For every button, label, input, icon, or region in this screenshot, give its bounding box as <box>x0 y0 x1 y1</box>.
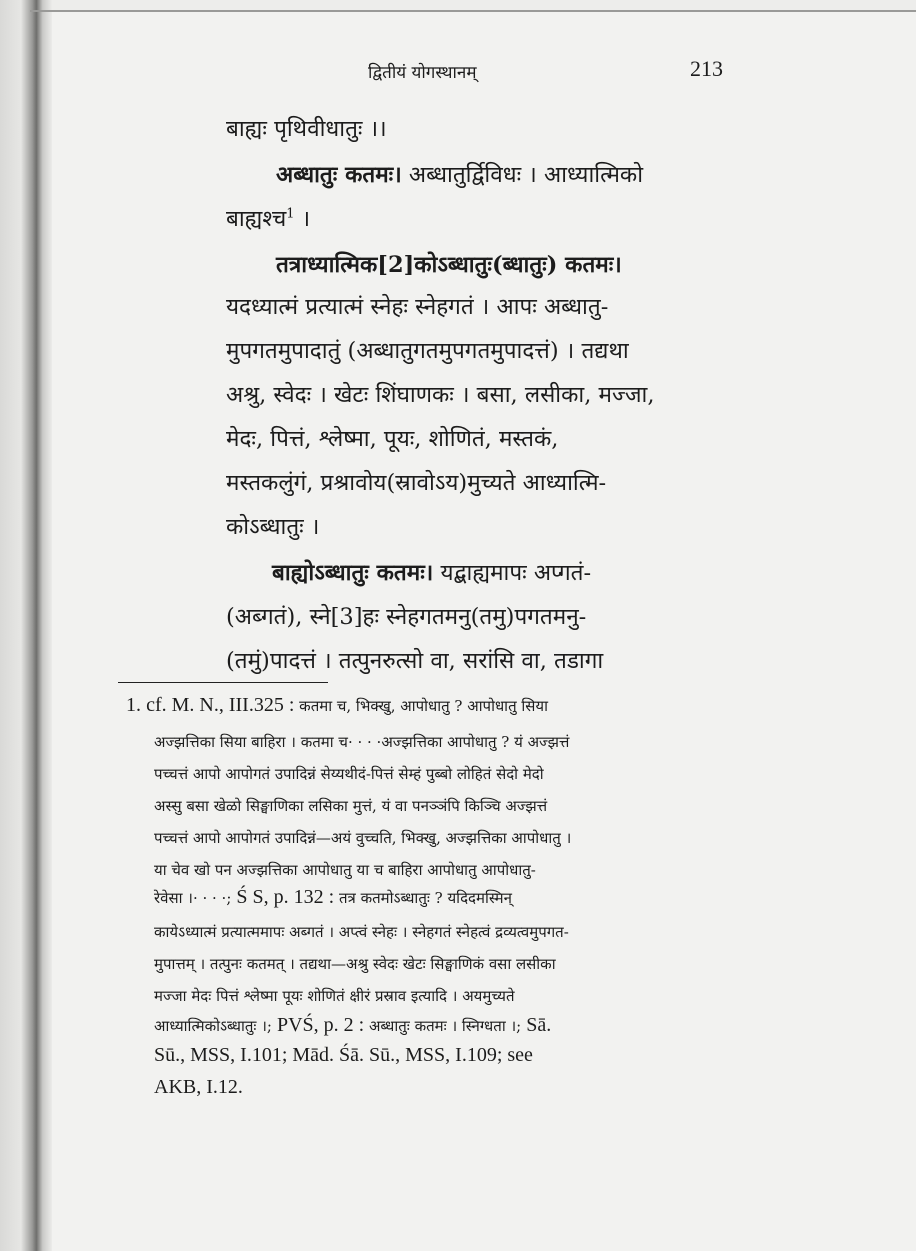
footnote-line-3: पच्चत्तं आपो आपोगतं उपादिन्नं सेय्यथीदं-पित्तं सेम्हं पुब्बो लोहितं सेदो मेदो <box>154 765 544 783</box>
footnote-number: 1. <box>126 694 141 716</box>
footnote-line-13: AKB, I.12. <box>154 1076 243 1098</box>
heading-adhyatmika: तत्राध्यात्मिक[2]कोऽब्धातुः(ब्धातुः) कतमः। <box>276 252 622 278</box>
footnote-line-12: Sū., MSS, I.101; Mād. Śā. Sū., MSS, I.109; see <box>154 1044 533 1066</box>
body-line-3 <box>226 202 310 233</box>
body-line-3-text: बाह्यश्च <box>226 206 287 232</box>
footnote-line-4: अस्सु बसा खेळो सिङ्घाणिका लसिका मुत्तं, यं वा पनञ्ञंपि किञ्चि अज्झत्तं <box>154 797 548 815</box>
footnote-7-text-2: तत्र कतमोऽब्धातुः ? यदिदमस्मिन् <box>334 889 512 907</box>
footnote-1-text: कतमा च, भिक्खु, आपोधातु ? आपोधातु सिया <box>294 697 548 715</box>
body-line-5: यदध्यात्मं प्रत्यात्मं स्नेहः स्नेहगतं । आपः अब्धातु- <box>226 294 609 320</box>
footnote-7-citation: Ś S, p. 132 : <box>231 886 335 908</box>
body-line-2 <box>276 158 643 189</box>
body-line-6: मुपगतमुपादातुं (अब्धातुगतमुपगतमुपादत्तं) । तद्यथा <box>226 338 629 364</box>
footnote-line-10: मज्जा मेदः पित्तं श्लेष्मा पूयः शोणितं क्षीरं प्रस्राव इत्यादि । अयमुच्यते <box>154 987 515 1005</box>
body-line-7: अश्रु, स्वेदः । खेटः शिंघाणकः । बसा, लसीका, मज्जा, <box>226 382 655 408</box>
heading-bahya: बाह्योऽब्धातुः कतमः। <box>272 560 434 586</box>
footnote-line-7 <box>154 886 512 909</box>
footnote-line-1 <box>126 694 548 717</box>
footnote-marker: 1 <box>286 206 295 222</box>
footnote-11-citation-2: Sā. <box>521 1014 552 1036</box>
footnote-11-citation: PVŚ, p. 2 : <box>271 1014 365 1036</box>
footnote-rule <box>118 682 328 683</box>
body-line-13: (तमुं)पादत्तं । तत्पुनरुत्सो वा, सरांसि वा, तडागा <box>226 648 604 674</box>
body-line-8: मेदः, पित्तं, श्लेष्मा, पूयः, शोणितं, मस्तकं, <box>226 426 559 452</box>
footnote-1-citation: cf. M. N., III.325 : <box>146 694 295 716</box>
body-line-11 <box>272 556 591 587</box>
footnote-line-5: पच्चत्तं आपो आपोगतं उपादिन्नं—अयं वुच्चति, भिक्खु, अज्झत्तिका आपोधातु । <box>154 829 572 847</box>
heading-apdhatu: अब्धातुः कतमः। <box>276 162 402 188</box>
footnote-7-text: रेवेसा ।· · · ·; <box>154 889 232 907</box>
body-line-9: मस्तकलुंगं, प्रश्रावोय(स्रावोऽय)मुच्यते आध्यात्मि- <box>226 470 607 496</box>
footnote-11-text-2: अब्धातुः कतमः । स्निग्धता ।; <box>364 1017 522 1035</box>
body-line-2-rest: अब्धातुर्द्विविधः । आध्यात्मिको <box>401 162 644 188</box>
footnote-line-9: मुपात्तम् । तत्पुनः कतमत् । तद्यथा—अश्रु स्वेदः खेटः सिङ्घाणिकं वसा लसीका <box>154 955 556 973</box>
footnote-line-2: अज्झत्तिका सिया बाहिरा । कतमा च· · · ·अज्झत्तिका आपोधातु ? यं अज्झत्तं <box>154 733 570 751</box>
footnote-line-11 <box>154 1014 551 1037</box>
body-line-12: (अब्गतं), स्ने[3]हः स्नेहगतमनु(तमु)पगतमनु- <box>226 604 587 630</box>
body-line-11-rest: यद्बाह्यमापः अप्गतं- <box>433 560 592 586</box>
footnote-11-text: आध्यात्मिकोऽब्धातुः ।; <box>154 1017 272 1035</box>
body-line-3-end: । <box>294 206 311 232</box>
running-title: द्वितीयं योगस्थानम् <box>368 63 477 83</box>
footnote-line-8: कायेऽध्यात्मं प्रत्यात्ममापः अब्गतं । अप्त्वं स्नेहः । स्नेहगतं स्नेहत्वं द्रव्यत्वमुपगत- <box>154 923 569 941</box>
body-line-10: कोऽब्धातुः । <box>226 514 320 540</box>
body-line-1: बाह्यः पृथिवीधातुः ।। <box>226 116 387 142</box>
page-number: 213 <box>690 56 723 81</box>
footnote-line-6: या चेव खो पन अज्झत्तिका आपोधातु या च बाहिरा आपोधातु आपोधातु- <box>154 861 536 879</box>
scan-binding-shadow <box>0 0 52 1251</box>
